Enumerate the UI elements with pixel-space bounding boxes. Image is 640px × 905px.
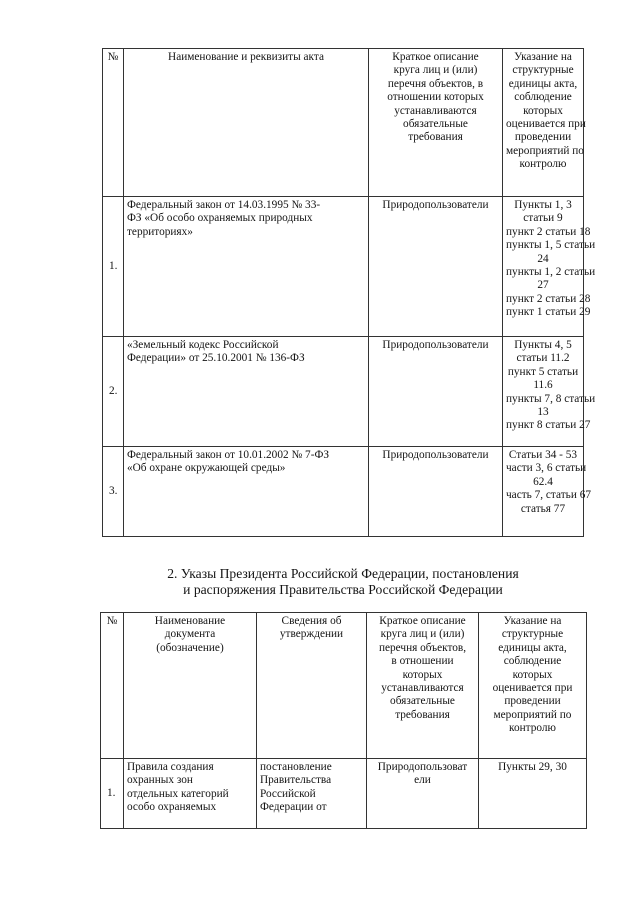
table-header-row bbox=[101, 613, 587, 759]
row-description: Природопользователи bbox=[369, 197, 503, 337]
row-approval: постановление Правительства Российской Федерации от bbox=[257, 759, 367, 829]
table-government-acts bbox=[100, 612, 587, 829]
table-row bbox=[103, 197, 584, 337]
header-description: Краткое описание круга лиц и (или) перечня объектов, в отношении которых устанавливаются обязательные требования bbox=[367, 613, 479, 759]
table-row bbox=[103, 447, 584, 537]
row-structural-units: Статьи 34 - 53 части 3, 6 статьи 62.4 часть 7, статьи 67 статья 77 bbox=[503, 447, 584, 537]
header-num: № bbox=[101, 613, 124, 759]
table-row bbox=[103, 337, 584, 447]
row-structural-units: Пункты 4, 5 статьи 11.2 пункт 5 статьи 11.6 пункты 7, 8 статьи 13 пункт 8 статьи 27 bbox=[503, 337, 584, 447]
table-row bbox=[101, 759, 587, 829]
row-act-name: Федеральный закон от 10.01.2002 № 7-ФЗ «Об охране окружающей среды» bbox=[124, 447, 369, 537]
row-act-name: «Земельный кодекс Российской Федерации» от 25.10.2001 № 136-ФЗ bbox=[124, 337, 369, 447]
header-name: Наименование документа (обозначение) bbox=[124, 613, 257, 759]
row-structural-units: Пункты 1, 3 статьи 9 пункт 2 статьи 18 пункты 1, 5 статьи 24 пункты 1, 2 статьи 27 пункт 2 статьи 28 пункт 1 статьи 29 bbox=[503, 197, 584, 337]
header-num: № bbox=[103, 49, 124, 197]
header-description: Краткое описание круга лиц и (или) перечня объектов, в отношении которых устанавливаются обязательные требования bbox=[369, 49, 503, 197]
row-description: Природопользователи bbox=[369, 447, 503, 537]
row-description: Природопользоват ели bbox=[367, 759, 479, 829]
row-num: 1. bbox=[101, 759, 124, 829]
row-act-name: Федеральный закон от 14.03.1995 № 33- ФЗ «Об особо охраняемых природных территориях» bbox=[124, 197, 369, 337]
section-title: 2. Указы Президента Российской Федерации, постановления и распоряжения Правительства Российской Федерации bbox=[167, 566, 519, 597]
row-num: 1. bbox=[103, 197, 124, 337]
row-structural-units: Пункты 29, 30 bbox=[479, 759, 587, 829]
header-name: Наименование и реквизиты акта bbox=[124, 49, 369, 197]
row-description: Природопользователи bbox=[369, 337, 503, 447]
row-num: 3. bbox=[103, 447, 124, 537]
table-federal-laws bbox=[102, 48, 596, 537]
header-approval: Сведения об утверждении bbox=[257, 613, 367, 759]
row-document-name: Правила создания охранных зон отдельных категорий особо охраняемых bbox=[124, 759, 257, 829]
table-header-row bbox=[103, 49, 584, 197]
header-structural-units: Указание на структурные единицы акта, соблюдение которых оценивается при проведении мероприятий по контролю bbox=[479, 613, 587, 759]
row-num: 2. bbox=[103, 337, 124, 447]
header-structural-units: Указание на структурные единицы акта, соблюдение которых оценивается при проведении мероприятий по контролю bbox=[503, 49, 584, 197]
